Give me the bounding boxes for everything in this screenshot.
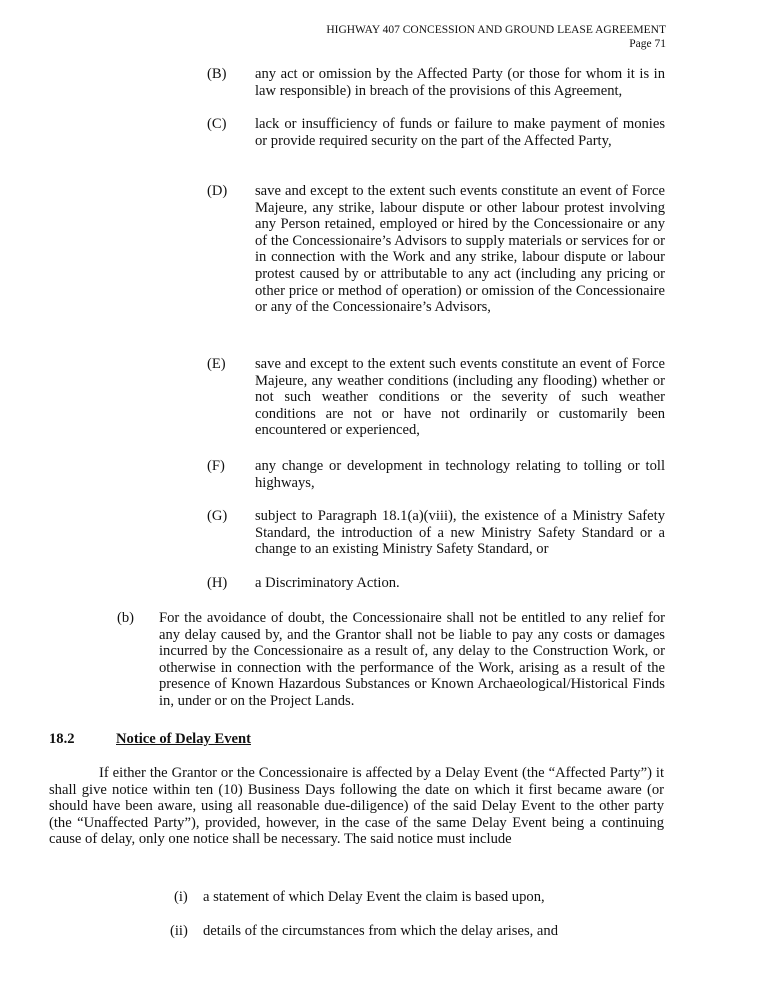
page-header [326, 23, 666, 51]
subitem-marker: (C) [207, 116, 227, 132]
subitem-text: lack or insufficiency of funds or failure to make payment of monies or provide required security on the part of the Affected Party, [255, 116, 665, 149]
subitem-marker: (G) [207, 508, 228, 524]
subitem-marker: (F) [207, 458, 225, 474]
subitem-marker: (B) [207, 66, 227, 82]
subitem-text: save and except to the extent such events constitute an event of Force Majeure, any weather conditions (including any flooding) whether or not such weather conditions or the severity of such weather conditions are not or have not ordinarily or customarily been encountered or experienced, [255, 356, 665, 439]
page-number: Page 71 [629, 38, 666, 50]
subitem-marker: (D) [207, 183, 228, 199]
paragraph-b-text: For the avoidance of doubt, the Concessionaire shall not be entitled to any relief for any delay caused by, and the Grantor shall not be liable to pay any costs or damages incurred by the Concessionaire as a result of, any delay to the Construction Work, or otherwise in connection with the performance of the Work, arising as a result of the presence of Known Hazardous Substances or Known Archaeological/Historical Finds in, under or on the Project Lands. [159, 610, 665, 709]
section-heading [49, 731, 251, 748]
subitem-text: a Discriminatory Action. [255, 575, 400, 591]
section-item-marker: (i) [174, 889, 188, 905]
paragraph-b-marker: (b) [117, 610, 135, 626]
section-title: Notice of Delay Event [116, 731, 251, 747]
section-number: 18.2 [49, 731, 75, 747]
section-item-text: details of the circumstances from which the delay arises, and [203, 923, 558, 939]
subitem-text: save and except to the extent such events constitute an event of Force Majeure, any strike, labour dispute or other labour protest involving any Person retained, employed or hired by the Concessionaire or any of the Concessionaire’s Advisors to supply materials or services for or in connection with the Work and any strike, labour dispute or labour protest caused by or attributable to any act (including any pricing or other price or method of operation) or omission of the Concessionaire or any of the Concessionaire’s Advisors, [255, 183, 665, 316]
section-body: If either the Grantor or the Concessionaire is affected by a Delay Event (the “Affected Party”) it shall give notice within ten (10) Business Days following the date on which it first became aware (or should have been aware, using all reasonable due-diligence) of the said Delay Event to the other party (the “Unaffected Party”), provided, however, in the case of the same Delay Event being a continuing cause of delay, only one notice shall be necessary. The said notice must include [49, 765, 664, 848]
document-title: HIGHWAY 407 CONCESSION AND GROUND LEASE AGREEMENT [326, 24, 666, 36]
section-item-marker: (ii) [170, 923, 188, 939]
subitem-text: subject to Paragraph 18.1(a)(viii), the existence of a Ministry Safety Standard, the introduction of a new Ministry Safety Standard or a change to an existing Ministry Safety Standard, or [255, 508, 665, 558]
subitem-text: any act or omission by the Affected Party (or those for whom it is in law responsible) in breach of the provisions of this Agreement, [255, 66, 665, 99]
section-item-text: a statement of which Delay Event the claim is based upon, [203, 889, 545, 905]
subitem-marker: (E) [207, 356, 226, 372]
subitem-marker: (H) [207, 575, 228, 591]
subitem-text: any change or development in technology relating to tolling or toll highways, [255, 458, 665, 491]
